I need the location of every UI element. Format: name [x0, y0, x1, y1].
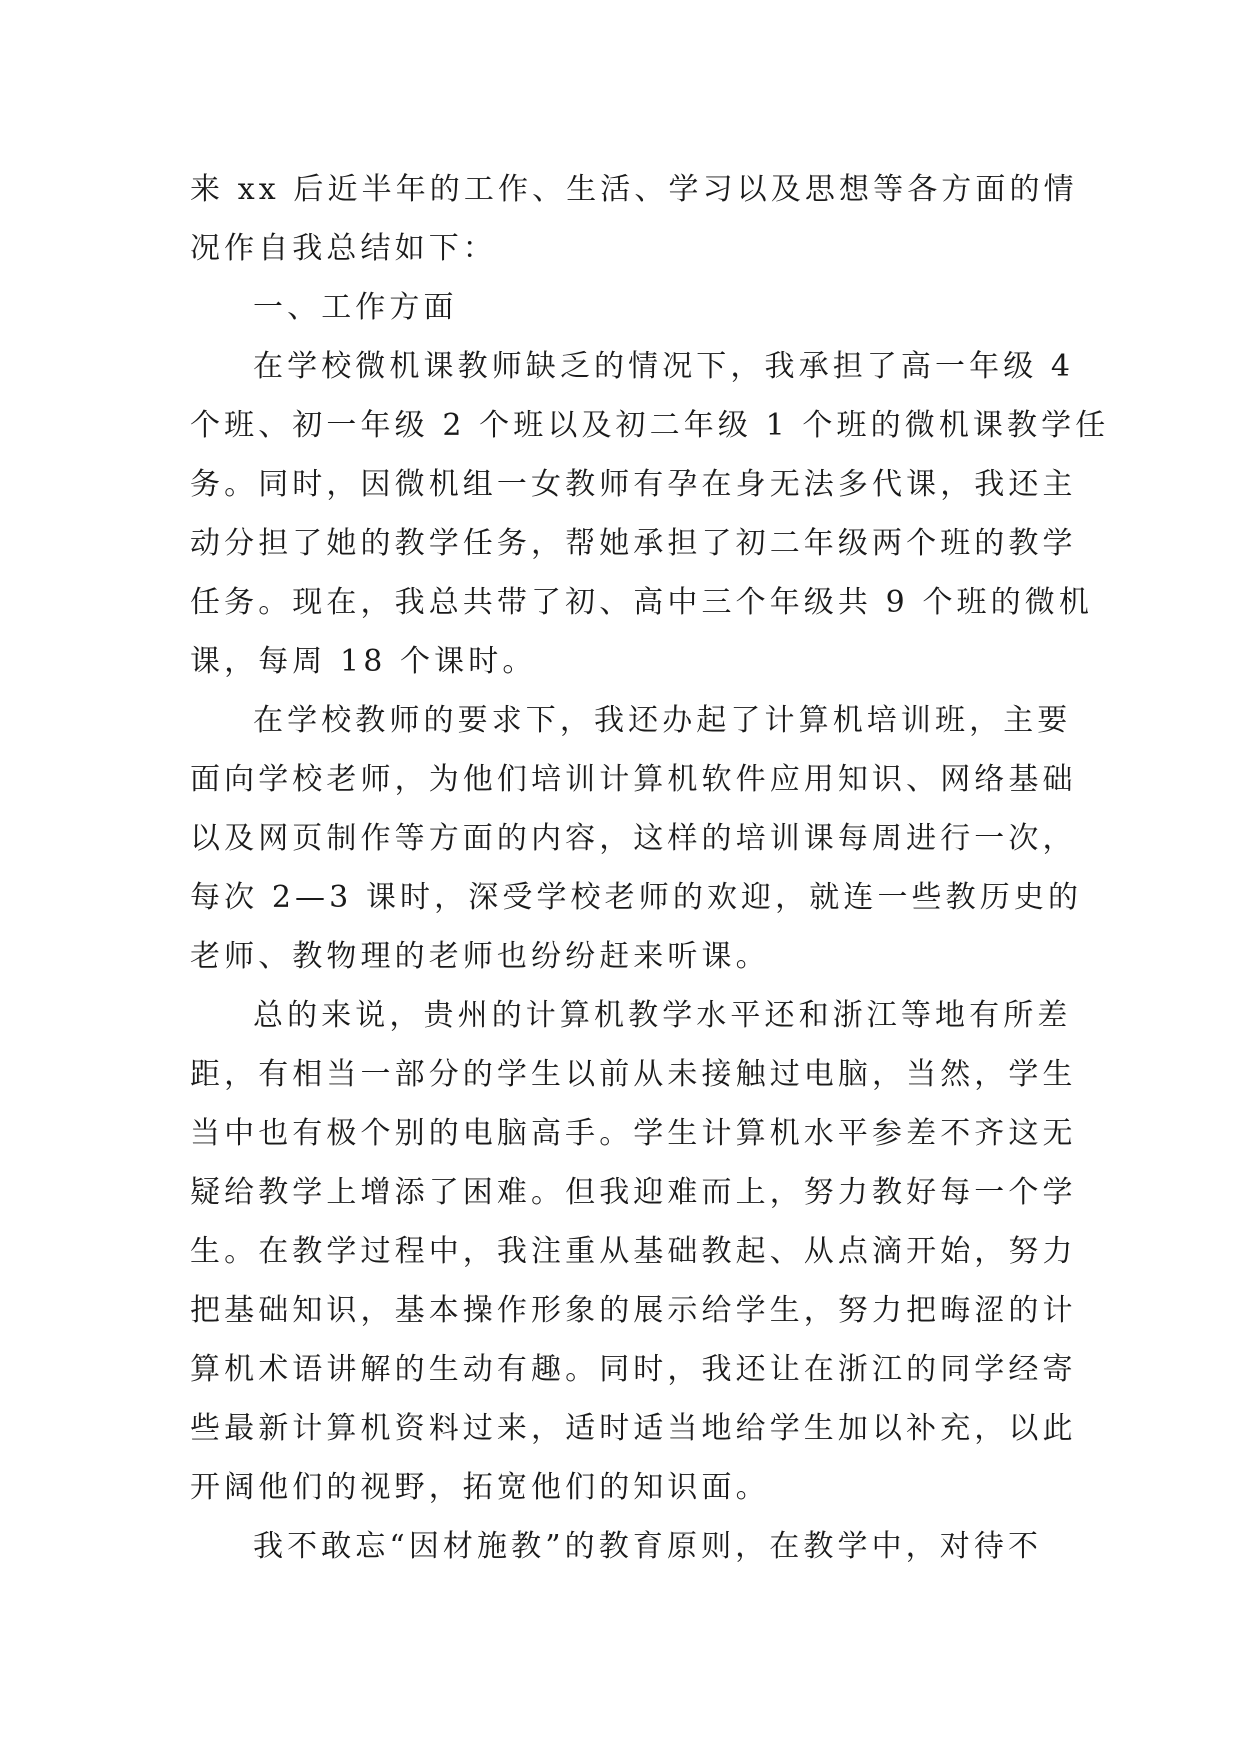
text-line: 我不敢忘“因材施教”的教育原则，在教学中，对待不: [253, 1529, 1043, 1564]
text-line: 开阔他们的视野，拓宽他们的知识面。: [190, 1470, 770, 1505]
text-line: 总的来说，贵州的计算机教学水平还和浙江等地有所差: [253, 998, 1072, 1033]
text-line: 来 xx 后近半年的工作、生活、学习以及思想等各方面的情: [190, 172, 1078, 207]
text-line: 疑给教学上增添了困难。但我迎难而上，努力教好每一个学: [190, 1175, 1077, 1210]
text-line: 务。同时，因微机组一女教师有孕在身无法多代课，我还主: [190, 467, 1077, 502]
text-line: 课，每周 18 个课时。: [190, 644, 537, 679]
text-line: 当中也有极个别的电脑高手。学生计算机水平参差不齐这无: [190, 1116, 1077, 1151]
text-line: 个班、初一年级 2 个班以及初二年级 1 个班的微机课教学任: [190, 408, 1110, 443]
text-line: 老师、教物理的老师也纷纷赶来听课。: [190, 939, 770, 974]
text-line: 况作自我总结如下：: [190, 231, 497, 266]
text-line: 算机术语讲解的生动有趣。同时，我还让在浙江的同学经寄: [190, 1352, 1077, 1387]
section-heading: 一、工作方面: [253, 290, 458, 325]
text-line: 在学校教师的要求下，我还办起了计算机培训班，主要: [253, 703, 1072, 738]
text-line: 把基础知识，基本操作形象的展示给学生，努力把晦涩的计: [190, 1293, 1077, 1328]
text-line: 每次 2—3 课时，深受学校老师的欢迎，就连一些教历史的: [190, 880, 1083, 915]
text-line: 在学校微机课教师缺乏的情况下，我承担了高一年级 4: [253, 349, 1075, 384]
document-body: [190, 160, 1110, 1576]
text-line: 面向学校老师，为他们培训计算机软件应用知识、网络基础: [190, 762, 1077, 797]
text-line: 距，有相当一部分的学生以前从未接触过电脑，当然，学生: [190, 1057, 1077, 1092]
text-line: 以及网页制作等方面的内容，这样的培训课每周进行一次，: [190, 821, 1077, 856]
text-line: 些最新计算机资料过来，适时适当地给学生加以补充，以此: [190, 1411, 1077, 1446]
text-line: 动分担了她的教学任务，帮她承担了初二年级两个班的教学: [190, 526, 1077, 561]
text-line: 生。在教学过程中，我注重从基础教起、从点滴开始，努力: [190, 1234, 1077, 1269]
text-line: 任务。现在，我总共带了初、高中三个年级共 9 个班的微机: [190, 585, 1093, 620]
